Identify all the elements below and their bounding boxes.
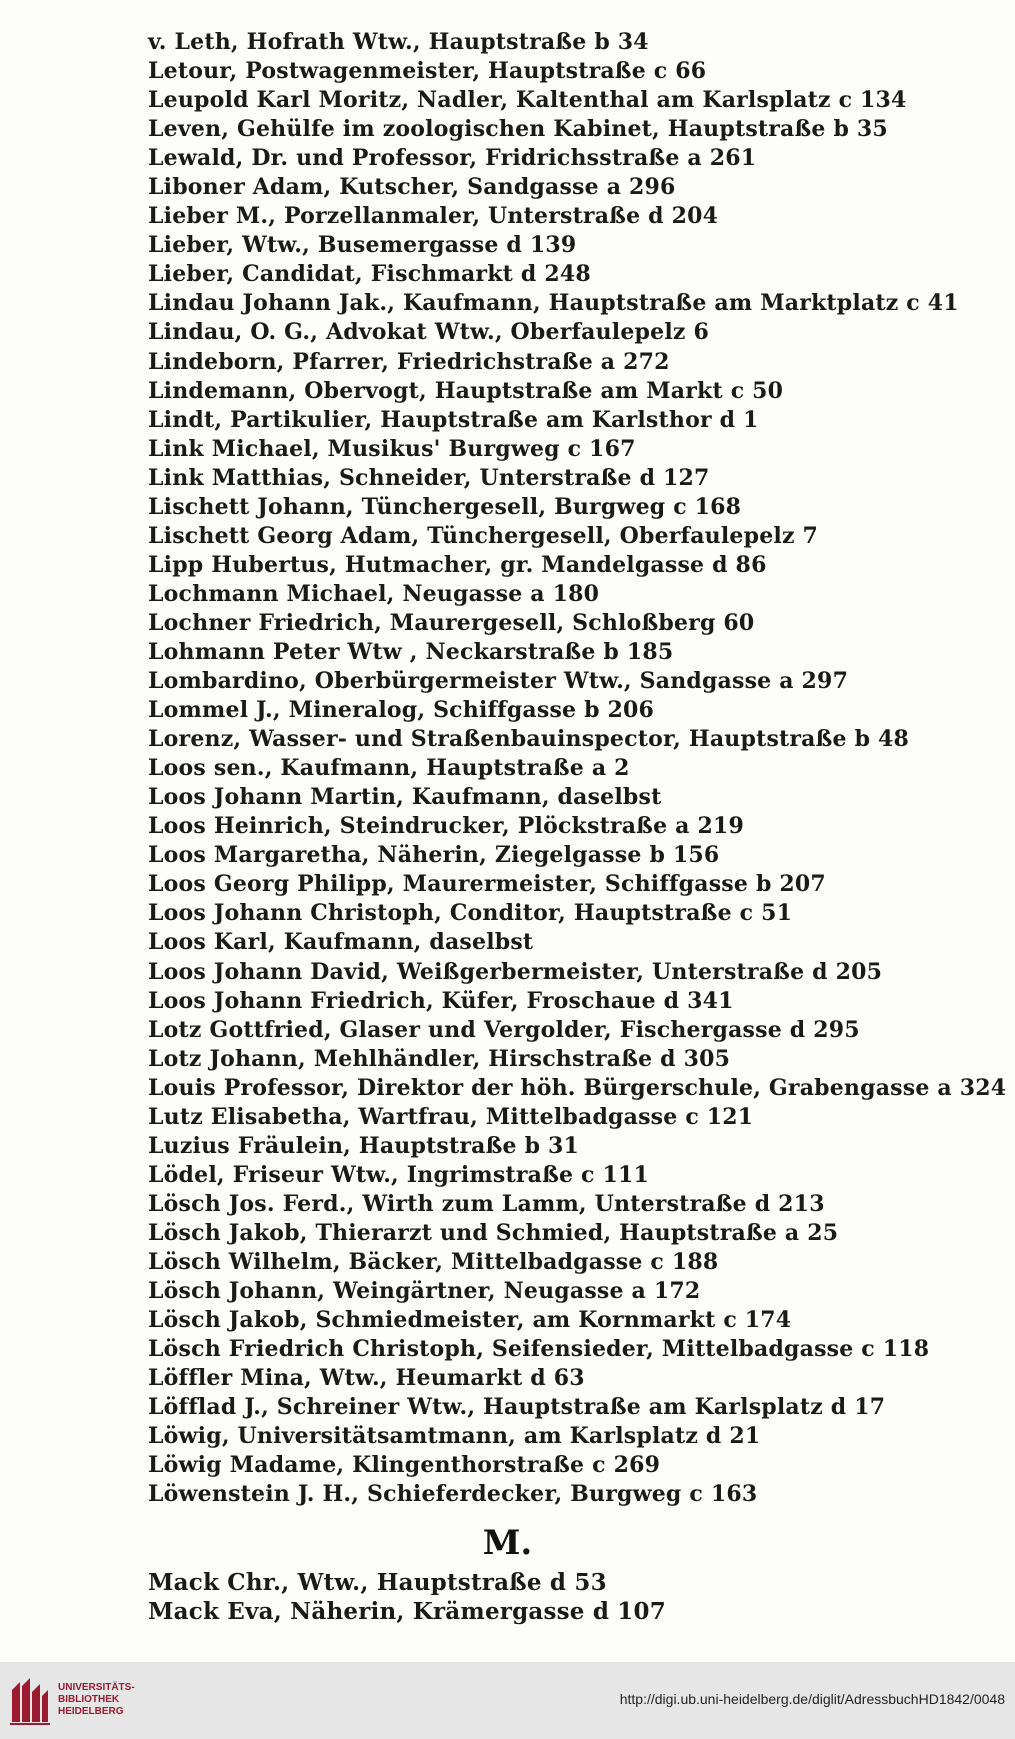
address-entry: Lösch Jos. Ferd., Wirth zum Lamm, Unterstraße d 213 xyxy=(148,1190,825,1217)
address-entry: Lorenz, Wasser- und Straßenbauinspector, Hauptstraße b 48 xyxy=(148,726,910,753)
address-entry: Lipp Hubertus, Hutmacher, gr. Mandelgasse d 86 xyxy=(148,551,767,578)
address-entry: Lommel J., Mineralog, Schiffgasse b 206 xyxy=(148,697,655,724)
address-entry: Lewald, Dr. und Professor, Fridrichsstraße a 261 xyxy=(148,145,757,172)
address-entry: Loos Johann David, Weißgerbermeister, Unterstraße d 205 xyxy=(148,958,883,985)
address-entry: Link Matthias, Schneider, Unterstraße d 127 xyxy=(148,464,710,491)
address-entry: Leupold Karl Moritz, Nadler, Kaltenthal am Karlsplatz c 134 xyxy=(148,87,907,114)
address-entry: Lieber, Candidat, Fischmarkt d 248 xyxy=(148,261,591,288)
address-entry: Loos Margaretha, Näherin, Ziegelgasse b 156 xyxy=(148,842,720,869)
address-entry: Liboner Adam, Kutscher, Sandgasse a 296 xyxy=(148,174,676,201)
address-entry: Lösch Wilhelm, Bäcker, Mittelbadgasse c 188 xyxy=(148,1248,719,1275)
address-entry: Lotz Johann, Mehlhändler, Hirschstraße d 305 xyxy=(148,1045,731,1072)
address-entry: Loos Heinrich, Steindrucker, Plöckstraße a 219 xyxy=(148,813,744,840)
address-entry: Löfflad J., Schreiner Wtw., Hauptstraße am Karlsplatz d 17 xyxy=(148,1394,886,1421)
address-entry: Lochner Friedrich, Maurergesell, Schloßberg 60 xyxy=(148,609,755,636)
address-entry: Lösch Friedrich Christoph, Seifensieder, Mittelbadgasse c 118 xyxy=(148,1336,930,1363)
address-entry: Lohmann Peter Wtw , Neckarstraße b 185 xyxy=(148,638,674,665)
address-entry: Loos sen., Kaufmann, Hauptstraße a 2 xyxy=(148,755,630,782)
address-list-l xyxy=(148,28,1007,1509)
address-entry: Lochmann Michael, Neugasse a 180 xyxy=(148,580,600,607)
library-name xyxy=(58,1682,135,1718)
address-entry: Löffler Mina, Wtw., Heumarkt d 63 xyxy=(148,1365,585,1392)
library-name-line: BIBLIOTHEK xyxy=(58,1694,120,1705)
address-entry: Link Michael, Musikus' Burgweg c 167 xyxy=(148,435,636,462)
address-entry: Letour, Postwagenmeister, Hauptstraße c 66 xyxy=(148,58,707,85)
library-name-line: UNIVERSITÄTS- xyxy=(58,1682,135,1693)
address-entry: Luzius Fräulein, Hauptstraße b 31 xyxy=(148,1132,580,1159)
address-entry: Lischett Georg Adam, Tünchergesell, Oberfaulepelz 7 xyxy=(148,522,819,549)
address-entry: Lindemann, Obervogt, Hauptstraße am Markt c 50 xyxy=(148,377,784,404)
address-entry: Lotz Gottfried, Glaser und Vergolder, Fischergasse d 295 xyxy=(148,1016,860,1043)
address-entry: Lutz Elisabetha, Wartfrau, Mittelbadgasse c 121 xyxy=(148,1103,754,1130)
address-entry: Mack Eva, Näherin, Krämergasse d 107 xyxy=(148,1598,666,1626)
address-entry: Lösch Johann, Weingärtner, Neugasse a 172 xyxy=(148,1278,701,1305)
address-entry: Louis Professor, Direktor der höh. Bürgerschule, Grabengasse a 324 xyxy=(148,1074,1007,1101)
address-entry: Lösch Jakob, Thierarzt und Schmied, Hauptstraße a 25 xyxy=(148,1219,839,1246)
address-entry: Loos Karl, Kaufmann, daselbst xyxy=(148,929,534,956)
address-entry: Loos Georg Philipp, Maurermeister, Schiffgasse b 207 xyxy=(148,871,826,898)
address-entry: Löwig Madame, Klingenthorstraße c 269 xyxy=(148,1452,661,1479)
address-entry: Löwenstein J. H., Schieferdecker, Burgweg c 163 xyxy=(148,1481,758,1508)
university-library-logo-icon xyxy=(8,1676,52,1726)
address-entry: Lindau Johann Jak., Kaufmann, Hauptstraße am Marktplatz c 41 xyxy=(148,290,959,317)
address-entry: Löwig, Universitätsamtmann, am Karlsplatz d 21 xyxy=(148,1423,761,1450)
address-entry: Mack Chr., Wtw., Hauptstraße d 53 xyxy=(148,1569,607,1596)
address-entry: Lindt, Partikulier, Hauptstraße am Karlsthor d 1 xyxy=(148,406,759,433)
section-heading: M. xyxy=(482,1523,533,1563)
address-entry: Loos Johann Christoph, Conditor, Hauptstraße c 51 xyxy=(148,900,793,927)
address-entry: Lieber M., Porzellanmaler, Unterstraße d 204 xyxy=(148,203,719,230)
address-entry: Leven, Gehülfe im zoologischen Kabinet, Hauptstraße b 35 xyxy=(148,116,888,143)
address-entry: Loos Johann Martin, Kaufmann, daselbst xyxy=(148,784,662,811)
address-entry: v. Leth, Hofrath Wtw., Hauptstraße b 34 xyxy=(148,29,649,55)
address-entry: Lischett Johann, Tünchergesell, Burgweg c 168 xyxy=(148,493,742,520)
address-entry: Lieber, Wtw., Busemergasse d 139 xyxy=(148,232,577,259)
address-entry: Lösch Jakob, Schmiedmeister, am Kornmarkt c 174 xyxy=(148,1307,792,1334)
address-entry: Lindeborn, Pfarrer, Friedrichstraße a 272 xyxy=(148,348,670,375)
library-name-line: HEIDELBERG xyxy=(58,1706,124,1717)
viewer-footer xyxy=(0,1662,1015,1739)
address-entry: Lödel, Friseur Wtw., Ingrimstraße c 111 xyxy=(148,1161,650,1188)
address-entry: Lindau, O. G., Advokat Wtw., Oberfaulepelz 6 xyxy=(148,319,709,346)
address-list-m xyxy=(148,1568,978,1626)
permalink-url[interactable]: http://digi.ub.uni-heidelberg.de/diglit/AdressbuchHD1842/0048 xyxy=(619,1691,1005,1707)
address-entry: Loos Johann Friedrich, Küfer, Froschaue d 341 xyxy=(148,987,734,1014)
address-entry: Lombardino, Oberbürgermeister Wtw., Sandgasse a 297 xyxy=(148,668,849,695)
